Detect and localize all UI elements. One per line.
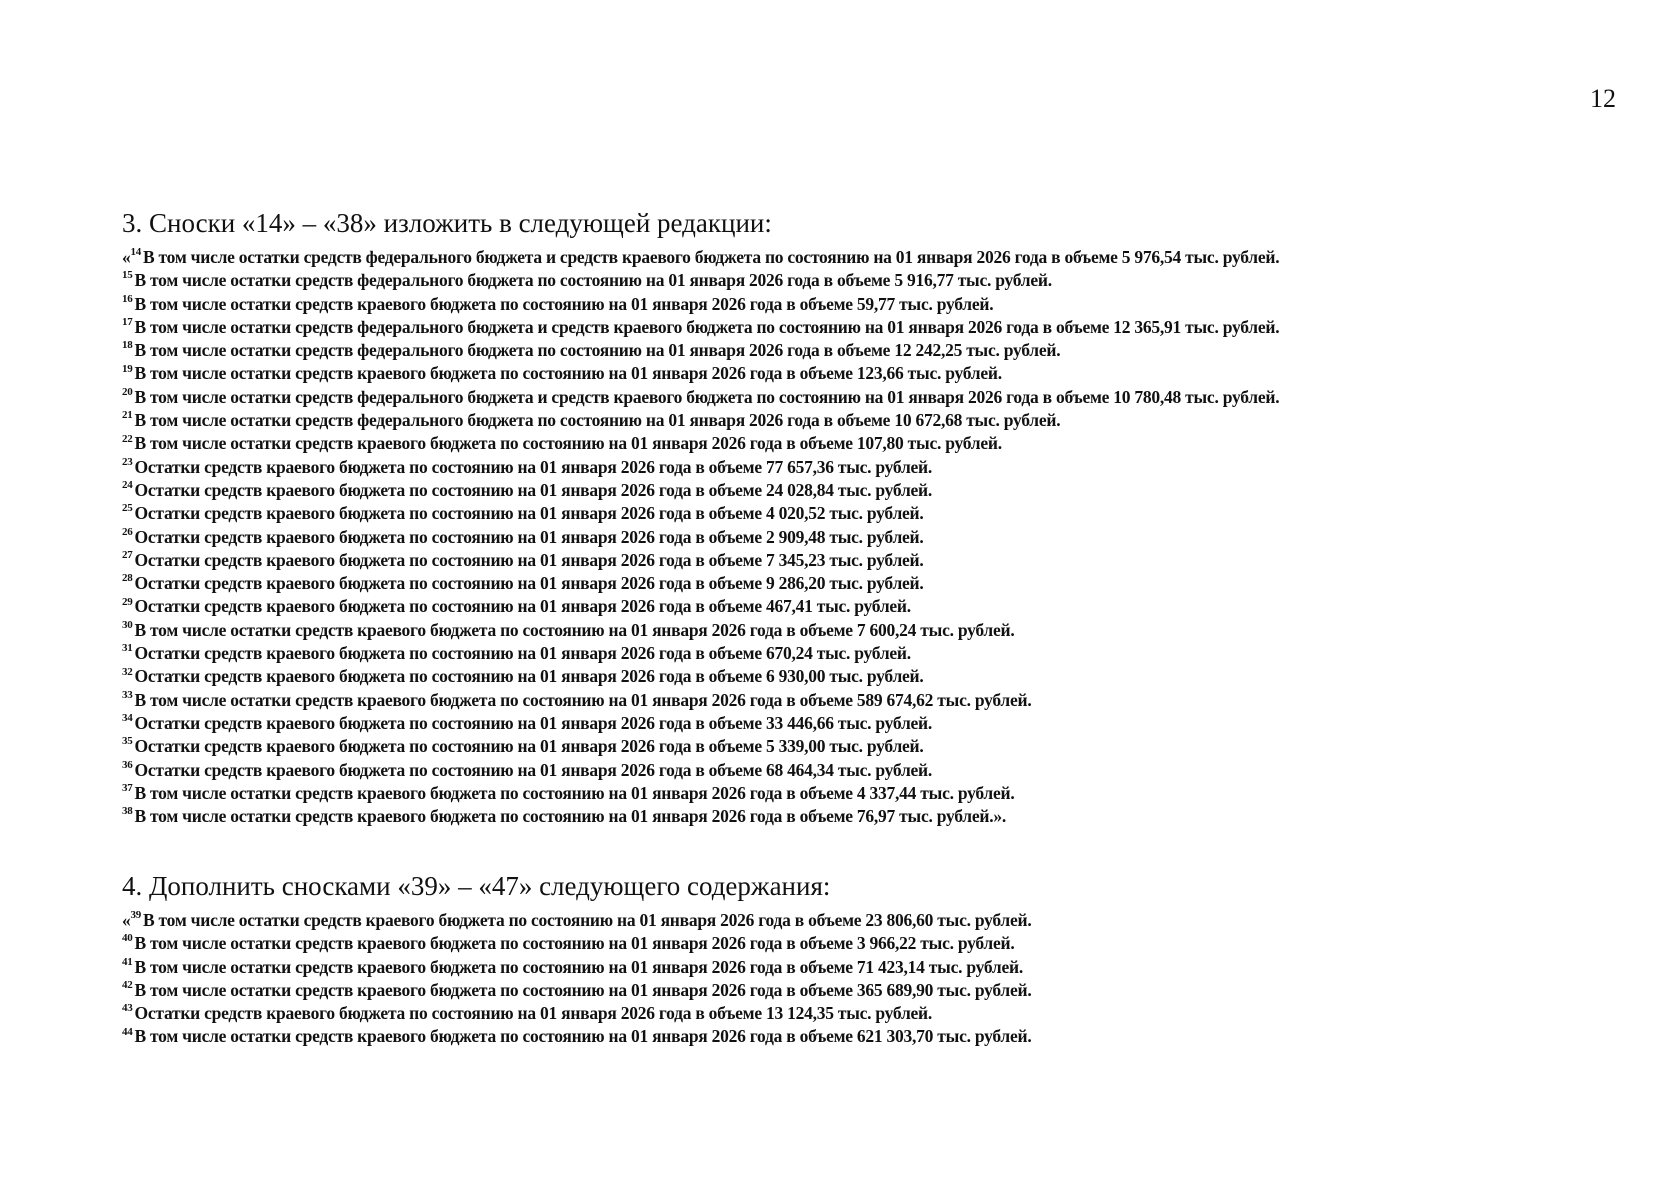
footnote-item [122, 526, 1622, 549]
footnote-text: В том числе остатки средств краевого бюджета по состоянию на 01 января 2026 года в объеме 4 337,44 тыс. рублей. [134, 782, 1015, 803]
footnote-number: 22 [122, 432, 133, 445]
footnote-item [122, 1025, 1622, 1048]
footnote-item [122, 246, 1622, 269]
footnote-text: Остатки средств краевого бюджета по состоянию на 01 января 2026 года в объеме 6 930,00 тыс. рублей. [134, 666, 924, 687]
footnote-item [122, 293, 1622, 316]
footnote-number: 25 [122, 502, 133, 515]
footnote-text: В том числе остатки средств федерального бюджета по состоянию на 01 января 2026 года в объеме 12 242,25 тыс. рублей. [134, 340, 1061, 361]
footnote-number: 27 [122, 549, 133, 562]
footnote-number: 41 [122, 955, 133, 968]
footnote-number: 35 [122, 735, 133, 748]
footnote-text: В том числе остатки средств краевого бюджета по состоянию на 01 января 2026 года в объеме 107,80 тыс. рублей. [134, 433, 1002, 454]
footnote-text: Остатки средств краевого бюджета по состоянию на 01 января 2026 года в объеме 77 657,36 тыс. рублей. [134, 456, 933, 477]
section-heading: 3. Сноски «14» – «38» изложить в следующей редакции: [122, 208, 772, 238]
footnote-item [122, 432, 1622, 455]
footnote-text: Остатки средств краевого бюджета по состоянию на 01 января 2026 года в объеме 2 909,48 тыс. рублей. [134, 526, 924, 547]
footnote-text: Остатки средств краевого бюджета по состоянию на 01 января 2026 года в объеме 4 020,52 тыс. рублей. [134, 503, 924, 524]
footnote-item [122, 269, 1622, 292]
footnote-number: 31 [122, 642, 133, 655]
footnote-text: Остатки средств краевого бюджета по состоянию на 01 января 2026 года в объеме 13 124,35 тыс. рублей. [134, 1003, 933, 1024]
footnote-number: 23 [122, 455, 133, 468]
footnote-item [122, 595, 1622, 618]
footnote-text: В том числе остатки средств федерального бюджета и средств краевого бюджета по состоянию на 01 января 2026 года в объеме 5 976,54 тыс. рублей. [143, 247, 1280, 267]
footnote-item [122, 479, 1622, 502]
footnote-text: Остатки средств краевого бюджета по состоянию на 01 января 2026 года в объеме 68 464,34 тыс. рублей. [134, 759, 933, 780]
footnote-text: В том числе остатки средств краевого бюджета по состоянию на 01 января 2026 года в объеме 23 806,60 тыс. рублей. [143, 910, 1032, 930]
footnote-item [122, 1002, 1622, 1025]
footnote-text: Остатки средств краевого бюджета по состоянию на 01 января 2026 года в объеме 24 028,84 тыс. рублей. [134, 479, 933, 500]
footnote-text: В том числе остатки средств краевого бюджета по состоянию на 01 января 2026 года в объеме 7 600,24 тыс. рублей. [134, 619, 1015, 640]
footnote-text: В том числе остатки средств федерального бюджета по состоянию на 01 января 2026 года в объеме 5 916,77 тыс. рублей. [134, 270, 1052, 291]
footnote-text: В том числе остатки средств краевого бюджета по состоянию на 01 января 2026 года в объеме 76,97 тыс. рублей.». [134, 806, 1006, 827]
footnote-text: В том числе остатки средств краевого бюджета по состоянию на 01 января 2026 года в объеме 3 966,22 тыс. рублей. [134, 933, 1015, 954]
footnote-text: В том числе остатки средств краевого бюджета по состоянию на 01 января 2026 года в объеме 71 423,14 тыс. рублей. [134, 956, 1023, 977]
footnote-text: Остатки средств краевого бюджета по состоянию на 01 января 2026 года в объеме 467,41 тыс. рублей. [134, 596, 911, 617]
footnote-number: 30 [122, 618, 133, 631]
footnote-number: 24 [122, 479, 133, 492]
footnote-item [122, 386, 1622, 409]
footnote-text: В том числе остатки средств краевого бюджета по состоянию на 01 января 2026 года в объеме 59,77 тыс. рублей. [134, 293, 994, 314]
opening-quote: « [122, 247, 131, 267]
footnote-number: 37 [122, 782, 133, 794]
footnote-item [122, 782, 1622, 805]
footnote-number: 21 [122, 409, 133, 422]
section-footnote-revision [122, 206, 1622, 828]
footnote-text: Остатки средств краевого бюджета по состоянию на 01 января 2026 года в объеме 33 446,66 тыс. рублей. [134, 712, 933, 733]
footnote-number: 26 [122, 525, 133, 538]
footnote-number: 33 [122, 688, 133, 701]
footnote-text: В том числе остатки средств краевого бюджета по состоянию на 01 января 2026 года в объеме 621 303,70 тыс. рублей. [134, 1026, 1032, 1047]
footnote-item [122, 932, 1622, 955]
footnote-text: В том числе остатки средств федерального бюджета по состоянию на 01 января 2026 года в объеме 10 672,68 тыс. рублей. [134, 410, 1061, 431]
footnote-item [122, 456, 1622, 479]
footnote-number: 40 [122, 932, 133, 945]
footnote-number: 39 [130, 909, 141, 922]
footnote-number: 38 [122, 805, 133, 818]
footnote-item [122, 689, 1622, 712]
footnote-item [122, 979, 1622, 1002]
footnote-text: В том числе остатки средств краевого бюджета по состоянию на 01 января 2026 года в объеме 365 689,90 тыс. рублей. [134, 979, 1032, 1000]
footnote-item [122, 909, 1622, 932]
footnote-item [122, 409, 1622, 432]
footnote-item [122, 665, 1622, 688]
footnote-item [122, 956, 1622, 979]
footnote-item [122, 735, 1622, 758]
footnote-number: 20 [122, 385, 133, 398]
footnote-number: 17 [122, 316, 133, 329]
footnote-number: 32 [122, 665, 133, 678]
footnote-item [122, 502, 1622, 525]
footnote-number: 28 [122, 572, 133, 585]
footnote-list [122, 246, 1622, 828]
section-heading: 4. Дополнить сносками «39» – «47» следующего содержания: [122, 871, 831, 901]
footnote-number: 14 [130, 246, 141, 259]
footnote-text: Остатки средств краевого бюджета по состоянию на 01 января 2026 года в объеме 9 286,20 тыс. рублей. [134, 573, 924, 594]
footnote-text: В том числе остатки средств федерального бюджета и средств краевого бюджета по состоянию на 01 января 2026 года в объеме 12 365,91 тыс. рублей. [134, 316, 1280, 337]
footnote-item [122, 339, 1622, 362]
footnote-number: 16 [122, 292, 133, 305]
footnote-item [122, 642, 1622, 665]
footnote-text: Остатки средств краевого бюджета по состоянию на 01 января 2026 года в объеме 670,24 тыс. рублей. [134, 643, 911, 664]
section-footnote-additions [122, 869, 1622, 1049]
footnote-number: 15 [122, 269, 133, 282]
footnote-text: В том числе остатки средств краевого бюджета по состоянию на 01 января 2026 года в объеме 589 674,62 тыс. рублей. [134, 689, 1032, 710]
footnote-number: 36 [122, 758, 133, 771]
footnote-list [122, 909, 1622, 1049]
footnote-item [122, 805, 1622, 828]
footnote-number: 18 [122, 339, 133, 352]
footnote-item [122, 619, 1622, 642]
footnote-text: Остатки средств краевого бюджета по состоянию на 01 января 2026 года в объеме 7 345,23 тыс. рублей. [134, 549, 924, 570]
footnote-item [122, 549, 1622, 572]
footnote-text: В том числе остатки средств федерального бюджета и средств краевого бюджета по состоянию на 01 января 2026 года в объеме 10 780,48 тыс. рублей. [134, 386, 1280, 407]
footnote-item [122, 759, 1622, 782]
footnote-number: 44 [122, 1025, 133, 1038]
footnote-number: 42 [122, 979, 133, 992]
footnote-number: 29 [122, 595, 133, 608]
footnote-number: 19 [122, 362, 133, 375]
footnote-text: Остатки средств краевого бюджета по состоянию на 01 января 2026 года в объеме 5 339,00 тыс. рублей. [134, 736, 924, 757]
footnote-number: 43 [122, 1002, 133, 1015]
opening-quote: « [122, 910, 131, 930]
footnote-item [122, 712, 1622, 735]
footnote-item [122, 572, 1622, 595]
footnote-item [122, 362, 1622, 385]
page-number: 12 [1590, 84, 1616, 113]
footnote-number: 34 [122, 712, 133, 725]
footnote-item [122, 316, 1622, 339]
footnote-text: В том числе остатки средств краевого бюджета по состоянию на 01 января 2026 года в объеме 123,66 тыс. рублей. [134, 363, 1002, 384]
